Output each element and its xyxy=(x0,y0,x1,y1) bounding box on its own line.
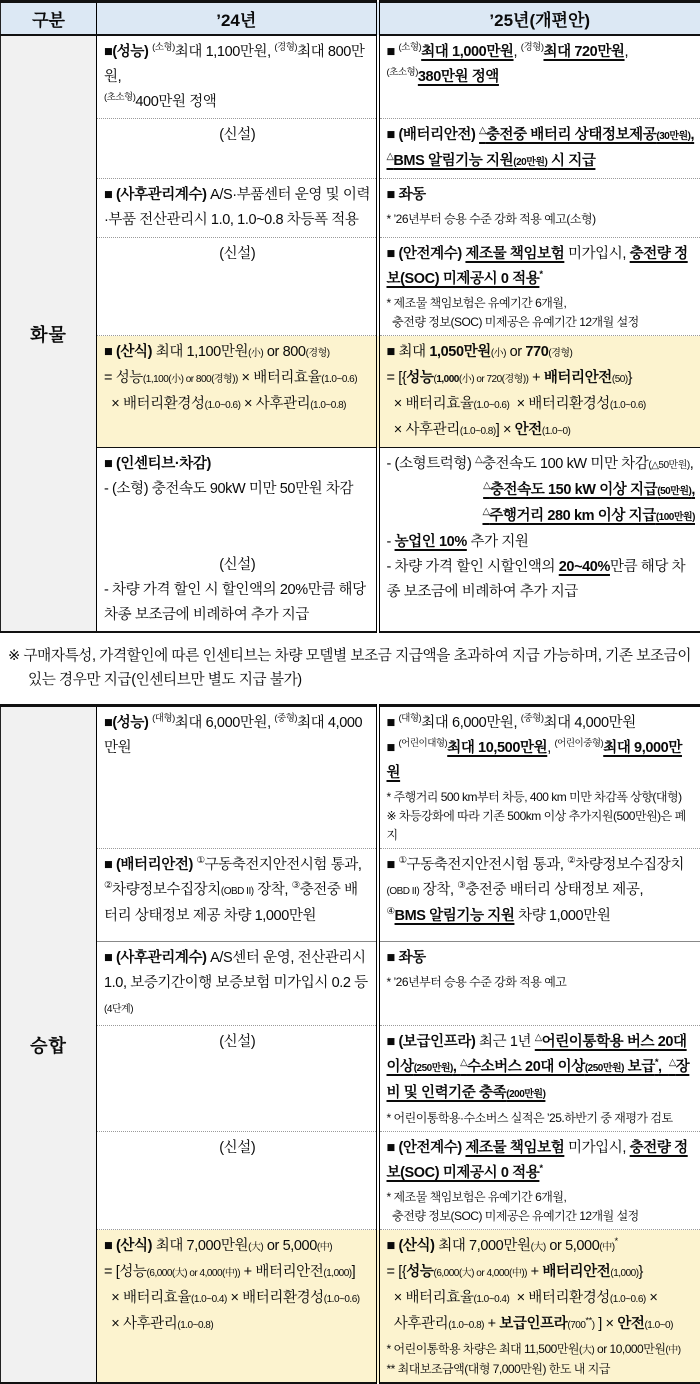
truck-incentives-2025: - (소형트럭형) △충전속도 100 kW 미만 차감(△50만원), △충전속도 150 kW 이상 지급(50만원), △주행거리 280 km 이상 지급(100만원) - 농업인 10% 추가 지원 - 차량 가격 할인 시할인액의 20~40%만큼 해당 차종 보조금에 비례하여 추가 지급 xyxy=(378,448,700,633)
bus-aftercare-2025: ■ 좌동 * ’26년부터 승용 수준 강화 적용 예고 xyxy=(378,942,700,1026)
truck-performance-2025: ■ $^{(소형)}$최대 1,000만원, $^{(경형)}$최대 720만원, $^{(초소형)}$380만원 정액 xyxy=(378,35,700,119)
bus-infra-2024-new: (신설) xyxy=(97,1026,378,1132)
truck-aftercare-2025: ■ 좌동 * ’26년부터 승용 수준 강화 적용 예고(소형) xyxy=(378,179,700,238)
truck-aftercare-2024: ■ (사후관리계수) A/S·부품센터 운영 및 이력·부품 전산관리시 1.0, 1.0~0.8 차등폭 적용 xyxy=(97,179,378,238)
bus-row-infrastructure xyxy=(1,1026,700,1132)
truck-subsidy-table xyxy=(0,0,700,633)
bus-battery-2024: ■ (배터리안전) ①구동축전지안전시험 통과, ②차량정보수집장치(OBD II) 장착, ③충전중 배터리 상태정보 제공 차량 1,000만원 xyxy=(97,849,378,942)
truck-section-label: 화물 xyxy=(1,35,97,632)
truck-row-performance xyxy=(1,35,700,119)
header-year-25: ’25년(개편안) xyxy=(378,2,700,36)
truck-battery-2025: ■ (배터리안전) △충전중 배터리 상태정보제공(30만원), △BMS 알림기능 지원(20만원) 시 지급 xyxy=(378,119,700,179)
bus-formula-2025: ■ (산식) 최대 7,000만원(大) or 5,000(中)* = [{성능(6,000(大) or 4,000(中)) + 배터리안전(1,000)} × 배터리효율(1.0~0.4) × 배터리환경성(1.0~0.6) × 사후관리(1.0~0.8) + 보급인프라(700**) ] × 안전(1.0~0) * 어린이통학용 차량은 최대 11,500만원(大) or 10,000만원(中) ** 최대보조금액(대형 7,000만원) 한도 내 지급 xyxy=(378,1230,700,1384)
truck-performance-2024: ■(성능) $^{(소형)}$최대 1,100만원, $^{(경형)}$최대 800만원, $^{(초소형)}$400만원 정액 xyxy=(97,35,378,119)
bus-safety-2025: ■ (안전계수) 제조물 책임보험 미가입시, 충전량 정보(SOC) 미제공시 0 적용* * 제조물 책임보험은 유예기간 6개월, 충전량 정보(SOC) 미제공은 유예기간 12개월 설정 xyxy=(378,1132,700,1230)
bus-section-label: 승합 xyxy=(1,706,97,1384)
bus-battery-2025: ■ ①구동축전지안전시험 통과, ②차량정보수집장치 (OBD II) 장착, ③충전중 배터리 상태정보 제공, ④BMS 알림기능 지원 차량 1,000만원 xyxy=(378,849,700,942)
truck-row-aftercare xyxy=(1,179,700,238)
header-gubun: 구분 xyxy=(1,2,97,36)
bus-row-aftercare xyxy=(1,942,700,1026)
bus-subsidy-table xyxy=(0,704,700,1384)
bus-row-safety-factor xyxy=(1,1132,700,1230)
truck-battery-2024-new: (신설) xyxy=(97,119,378,179)
truck-safety-2024-new: (신설) xyxy=(97,238,378,336)
bus-formula-2024: ■ (산식) 최대 7,000만원(大) or 5,000(中) = [성능(6,000(大) or 4,000(中)) + 배터리안전(1,000)] × 배터리효율(1.0~0.4) × 배터리환경성(1.0~0.6) × 사후관리(1.0~0.8) xyxy=(97,1230,378,1384)
bus-performance-2024: ■(성능) $^{(대형)}$최대 6,000만원, $^{(중형)}$최대 4,000만원 xyxy=(97,706,378,849)
truck-formula-2025: ■ 최대 1,050만원(小) or 770(경형) = [{성능(1,000(小) or 720(경형)) + 배터리안전(50)} × 배터리효율(1.0~0.6) × 배터리환경성(1.0~0.6) × 사후관리(1.0~0.8)] × 안전(1.0~0) xyxy=(378,336,700,448)
incentive-footnote: ※ 구매자특성, 가격할인에 따른 인센티브는 차량 모델별 보조금 지급액을 초과하여 지급 가능하며, 기존 보조금이 있는 경우만 지급(인센티브만 별도 지급 불가) xyxy=(0,633,700,704)
bus-safety-2024-new: (신설) xyxy=(97,1132,378,1230)
bus-performance-2025: ■ $^{(대형)}$최대 6,000만원, $^{(중형)}$최대 4,000만원 ■ $^{(어린이대형)}$최대 10,500만원, $^{(어린이중형)}$최대 9,000만원 * 주행거리 500 km부터 차등, 400 km 미만 차감폭 상향(대형) ※ 차등강화에 따라 기존 500km 이상 추가지원(500만원)은 폐지 xyxy=(378,706,700,849)
table-header-row xyxy=(1,2,700,36)
truck-incentives-2024: ■ (인센티브·차감) - (소형) 충전속도 90kW 미만 50만원 차감 (신설) - 차량 가격 할인 시 할인액의 20%만큼 해당 차종 보조금에 비례하여 추가 지급 xyxy=(97,448,378,633)
bus-row-formula xyxy=(1,1230,700,1384)
truck-row-formula xyxy=(1,336,700,448)
truck-formula-2024: ■ (산식) 최대 1,100만원(小) or 800(경형) = 성능(1,100(小) or 800(경형)) × 배터리효율(1.0~0.6) × 배터리환경성(1.0~0.6) × 사후관리(1.0~0.8) xyxy=(97,336,378,448)
truck-safety-2025: ■ (안전계수) 제조물 책임보험 미가입시, 충전량 정보(SOC) 미제공시 0 적용* * 제조물 책임보험은 유예기간 6개월, 충전량 정보(SOC) 미제공은 유예기간 12개월 설정 xyxy=(378,238,700,336)
bus-row-performance xyxy=(1,706,700,849)
truck-row-safety-factor xyxy=(1,238,700,336)
bus-row-battery-safety xyxy=(1,849,700,942)
bus-aftercare-2024: ■ (사후관리계수) A/S센터 운영, 전산관리시 1.0, 보증기간이행 보증보험 미가입시 0.2 등(4단계) xyxy=(97,942,378,1026)
truck-row-incentives xyxy=(1,448,700,633)
header-year-24: ’24년 xyxy=(97,2,378,36)
truck-row-battery-safety xyxy=(1,119,700,179)
bus-infra-2025: ■ (보급인프라) 최근 1년 △어린이통학용 버스 20대 이상(250만원), △수소버스 20대 이상(250만원) 보급*, △장비 및 인력기준 충족(200만원) * 어린이통학용·수소버스 실적은 ’25.하반기 중 재평가 검토 xyxy=(378,1026,700,1132)
